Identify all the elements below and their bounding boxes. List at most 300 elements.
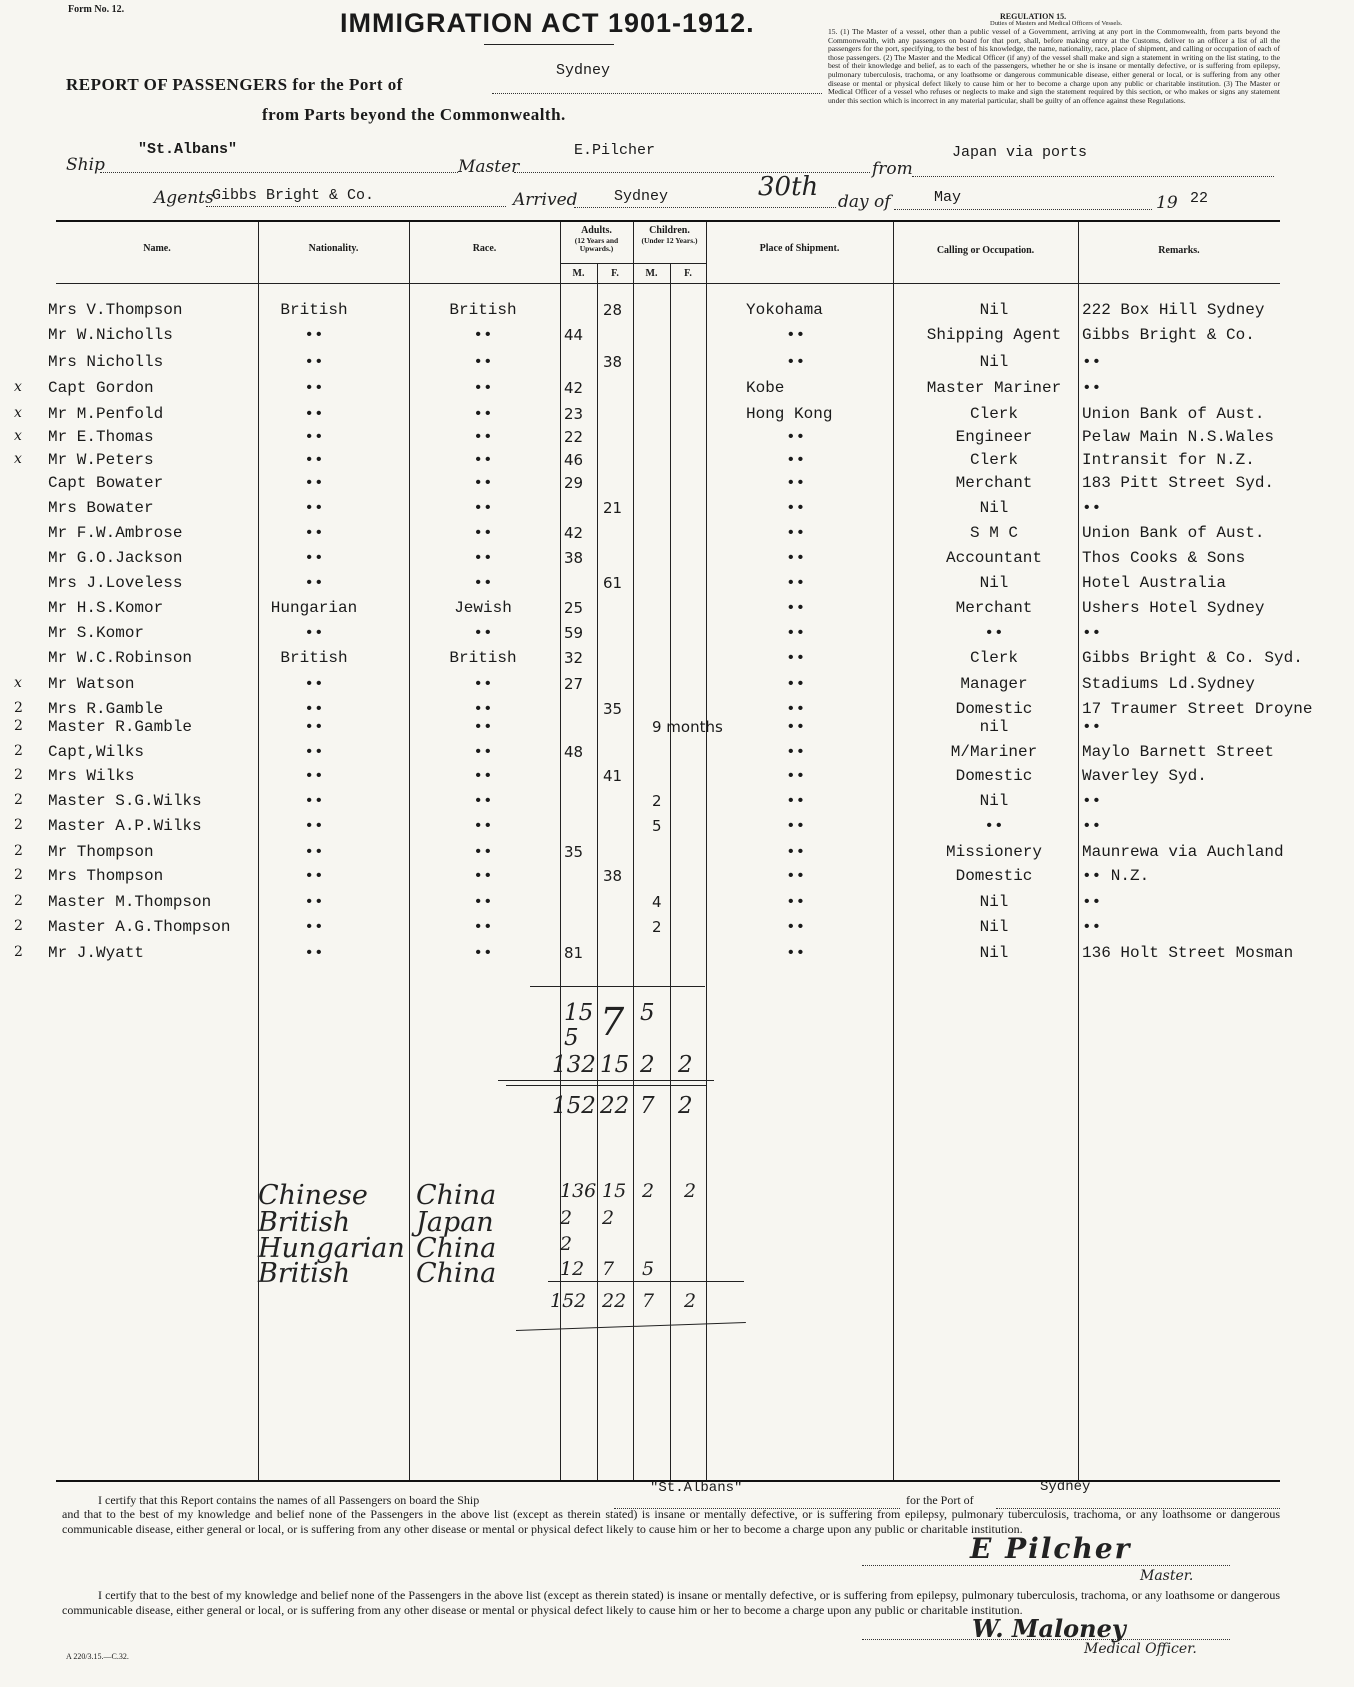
remarks: Maunrewa via Auchland	[1082, 843, 1284, 861]
nationality: ••	[304, 451, 324, 469]
passenger-name: Mr S.Komor	[48, 624, 145, 642]
adult-female: 35	[603, 700, 623, 718]
row-mark: 2	[14, 700, 23, 716]
place-of-shipment: ••	[786, 893, 806, 911]
passenger-name: Mr F.W.Ambrose	[48, 524, 183, 542]
place-of-shipment: Hong Kong	[746, 405, 833, 423]
remarks: 222 Box Hill Sydney	[1082, 301, 1265, 319]
occupation: Domestic	[955, 767, 1033, 785]
place-of-shipment: ••	[786, 326, 806, 344]
adult-male: 22	[564, 428, 584, 446]
totals-2-rule-a	[548, 1281, 744, 1282]
totals-2-adult-male: 12	[560, 1258, 585, 1280]
remarks: ••	[1082, 918, 1102, 936]
master-certify-a: I certify that this Report contains the names of all Passengers on board the Ship	[98, 1493, 480, 1507]
remarks: Thos Cooks & Sons	[1082, 549, 1246, 567]
header-children: Children.	[649, 225, 690, 236]
remarks: Pelaw Main N.S.Wales	[1082, 428, 1275, 446]
race: ••	[473, 893, 493, 911]
row-mark: x	[14, 405, 22, 421]
nationality: ••	[304, 867, 324, 885]
from-field-line	[912, 176, 1274, 177]
totals-2-adult-male: 2	[560, 1233, 573, 1255]
nationality: ••	[304, 405, 324, 423]
totals-2-child-male: 2	[642, 1180, 655, 1202]
day-label: day of	[838, 192, 891, 212]
place-of-shipment: ••	[786, 524, 806, 542]
row-mark: 2	[14, 944, 23, 960]
child-male: 4	[652, 893, 662, 911]
race: ••	[473, 918, 493, 936]
race: ••	[473, 624, 493, 642]
totals-1-af: 15	[600, 1052, 630, 1078]
passenger-name: Mr M.Penfold	[48, 405, 164, 423]
occupation: Nil	[979, 944, 1009, 962]
place-of-shipment: ••	[786, 817, 806, 835]
totals-2-child-male: 5	[642, 1258, 655, 1280]
adult-male: 29	[564, 474, 584, 492]
adult-male: 44	[564, 326, 584, 344]
header-adults-m: M.	[572, 268, 585, 279]
totals-2-race: China	[416, 1180, 497, 1211]
ship-field-line	[100, 172, 458, 173]
adult-female: 61	[603, 574, 623, 592]
totals-2-nationality: Chinese	[258, 1180, 368, 1211]
totals-2-race: China	[416, 1233, 497, 1264]
table-row	[0, 718, 1354, 742]
table-row	[0, 867, 1354, 891]
row-mark: 2	[14, 918, 23, 934]
totals-1-cm: 5	[640, 1000, 655, 1026]
passenger-name: Mrs Bowater	[48, 499, 154, 517]
totals-1-am: 152	[552, 1093, 596, 1119]
totals-2-adult-male: 152	[550, 1290, 587, 1312]
totals-2-child-female: 2	[684, 1290, 697, 1312]
place-of-shipment: ••	[786, 767, 806, 785]
table-row	[0, 767, 1354, 791]
nationality: ••	[304, 893, 324, 911]
occupation: Nil	[979, 499, 1009, 517]
adult-female: 38	[603, 867, 623, 885]
race: ••	[473, 700, 493, 718]
port-field-line	[492, 93, 822, 94]
occupation: S M C	[969, 524, 1018, 542]
arrived-field-line	[574, 207, 836, 208]
race: ••	[473, 767, 493, 785]
table-row	[0, 353, 1354, 377]
table-row	[0, 843, 1354, 867]
table-row	[0, 524, 1354, 548]
occupation: Manager	[960, 675, 1028, 693]
nationality: ••	[304, 700, 324, 718]
totals-1-af: 22	[600, 1093, 630, 1119]
occupation: Shipping Agent	[926, 326, 1062, 344]
remarks: Waverley Syd.	[1082, 767, 1207, 785]
remarks: ••	[1082, 792, 1102, 810]
place-of-shipment: ••	[786, 574, 806, 592]
totals-1-am: 132	[552, 1052, 596, 1078]
header-adults-f: F.	[611, 268, 619, 279]
passenger-name: Mr W.Nicholls	[48, 326, 173, 344]
row-mark: 2	[14, 893, 23, 909]
race: ••	[473, 428, 493, 446]
adult-male: 23	[564, 405, 584, 423]
occupation: Domestic	[955, 867, 1033, 885]
totals-2-child-male: 7	[642, 1290, 655, 1312]
occupation: Nil	[979, 353, 1009, 371]
race: ••	[473, 549, 493, 567]
regulation-heading: REGULATION 15.	[1000, 12, 1067, 21]
table-top-rule	[56, 220, 1280, 222]
nationality: ••	[304, 767, 324, 785]
passenger-name: Master R.Gamble	[48, 718, 193, 736]
passenger-name: Mrs J.Loveless	[48, 574, 183, 592]
ship-value: "St.Albans"	[138, 141, 238, 158]
port-value: Sydney	[556, 62, 611, 79]
nationality: ••	[304, 549, 324, 567]
race: ••	[473, 574, 493, 592]
race: ••	[473, 843, 493, 861]
place-of-shipment: ••	[786, 649, 806, 667]
remarks: ••	[1082, 379, 1102, 397]
header-remarks: Remarks.	[1158, 245, 1200, 256]
row-mark: 2	[14, 767, 23, 783]
master-certify-b: for the Port of	[906, 1493, 974, 1507]
medical-role: Medical Officer.	[1084, 1641, 1197, 1657]
table-row	[0, 474, 1354, 498]
day-value: 30th	[758, 172, 819, 202]
place-of-shipment: ••	[786, 428, 806, 446]
header-adults: Adults.	[581, 225, 612, 236]
totals-2-race: China	[416, 1258, 497, 1289]
title-rule	[484, 44, 614, 45]
nationality: ••	[304, 499, 324, 517]
adult-female: 28	[603, 301, 623, 319]
remarks: Union Bank of Aust.	[1082, 524, 1265, 542]
master-signature-line	[862, 1565, 1230, 1566]
totals-1-am: 5	[564, 1025, 579, 1051]
remarks: ••	[1082, 893, 1102, 911]
remarks: ••	[1082, 817, 1102, 835]
passenger-name: Capt,Wilks	[48, 743, 145, 761]
nationality: British	[280, 649, 348, 667]
place-of-shipment: ••	[786, 700, 806, 718]
nationality: ••	[304, 718, 324, 736]
race: ••	[473, 675, 493, 693]
totals-1-cm: 2	[640, 1052, 655, 1078]
from-label: from	[872, 159, 913, 179]
master-certify-port: Sydney	[1040, 1479, 1091, 1495]
totals-2-adult-female: 7	[602, 1258, 615, 1280]
table-row	[0, 893, 1354, 917]
report-line-2: from Parts beyond the Commonwealth.	[262, 105, 566, 124]
footer-code: A 220/3.15.—C.32.	[66, 1652, 129, 1661]
occupation: Nil	[979, 792, 1009, 810]
adult-female: 21	[603, 499, 623, 517]
row-mark: 2	[14, 718, 23, 734]
totals-1-af: 7	[600, 1000, 625, 1044]
nationality: ••	[304, 944, 324, 962]
header-adults-sub: (12 Years and Upwards.)	[574, 236, 619, 253]
row-mark: 2	[14, 817, 23, 833]
header-children-sub: (Under 12 Years.)	[641, 236, 698, 245]
place-of-shipment: ••	[786, 944, 806, 962]
remarks: Gibbs Bright & Co.	[1082, 326, 1255, 344]
passenger-name: Master S.G.Wilks	[48, 792, 202, 810]
table-row	[0, 301, 1354, 325]
race: ••	[473, 792, 493, 810]
nationality: ••	[304, 574, 324, 592]
header-place: Place of Shipment.	[759, 243, 840, 254]
place-of-shipment: ••	[786, 792, 806, 810]
remarks: ••	[1082, 353, 1102, 371]
table-header-rule	[56, 283, 1280, 284]
occupation: Merchant	[955, 474, 1033, 492]
nationality: ••	[304, 675, 324, 693]
remarks: Intransit for N.Z.	[1082, 451, 1255, 469]
occupation: nil	[979, 718, 1009, 736]
table-row	[0, 574, 1354, 598]
adult-male: 25	[564, 599, 584, 617]
place-of-shipment: ••	[786, 675, 806, 693]
row-mark: x	[14, 675, 22, 691]
race: ••	[473, 524, 493, 542]
child-male: 5	[652, 817, 662, 835]
table-row	[0, 379, 1354, 403]
totals-2-adult-female: 2	[602, 1207, 615, 1229]
table-row	[0, 428, 1354, 452]
table-row	[0, 624, 1354, 648]
place-of-shipment: ••	[786, 499, 806, 517]
place-of-shipment: Yokohama	[746, 301, 823, 319]
passenger-name: Master A.G.Thompson	[48, 918, 231, 936]
totals-1-cf: 2	[678, 1093, 693, 1119]
totals-2-adult-male: 2	[560, 1207, 573, 1229]
race: British	[449, 649, 517, 667]
nationality: ••	[304, 326, 324, 344]
place-of-shipment: ••	[786, 918, 806, 936]
place-of-shipment: ••	[786, 743, 806, 761]
occupation: Accountant	[945, 549, 1042, 567]
place-of-shipment: ••	[786, 843, 806, 861]
header-name: Name.	[143, 243, 171, 254]
table-row	[0, 599, 1354, 623]
table-row	[0, 499, 1354, 523]
occupation: Missionery	[945, 843, 1042, 861]
occupation: M/Mariner	[950, 743, 1038, 761]
adult-male: 27	[564, 675, 584, 693]
month-field-line	[894, 209, 1152, 210]
passenger-name: Master A.P.Wilks	[48, 817, 202, 835]
adult-male: 46	[564, 451, 584, 469]
regulation-text: 15. (1) The Master of a vessel, other than a public vessel of a Government, arriving at any port in the Commonwealth, from parts beyond the Commonwealth, with any passengers on board for that port, shall, before making entry at the Customs, deliver to an officer a list of all the passengers for the port, specifying, to the best of his knowledge, the name, nationality, race, place of shipment, and calling or occupation of each of those passengers. (2) The Master and the Medical Officer (if any) of the vessel shall make and sign a statement in writing on the list stating, to the best of their knowledge and belief, as to each of the passengers, whether he or she is insane or mentally defective, or is suffering from epilepsy, pulmonary tuberculosis, trachoma, or any loathsome or dangerous communicable disease, either general or local, or is suffering from any other disease or mental or physical defect likely to cause him or her to become a charge upon any public or charitable institution. (3) The Master or Medical Officer of a vessel who refuses or neglects to make and sign the statement required by this section, or who makes or signs any statement under this section which is incorrect in any material particular, shall be guilty of an offence against these Regulations.	[828, 27, 1280, 105]
place-of-shipment: ••	[786, 624, 806, 642]
passenger-name: Mrs R.Gamble	[48, 700, 164, 718]
table-row	[0, 944, 1354, 968]
totals-2-nationality: Hungarian	[258, 1233, 405, 1264]
remarks: ••	[1082, 499, 1102, 517]
nationality: ••	[304, 379, 324, 397]
row-mark: x	[14, 379, 22, 395]
totals-2-child-female: 2	[684, 1180, 697, 1202]
totals-1-cm: 7	[640, 1093, 655, 1119]
nationality: ••	[304, 843, 324, 861]
race: ••	[473, 405, 493, 423]
place-of-shipment: Kobe	[746, 379, 785, 397]
table-row	[0, 743, 1354, 767]
passenger-name: Mr Watson	[48, 675, 135, 693]
table-row	[0, 405, 1354, 429]
medical-signature: W. Maloney	[972, 1614, 1126, 1643]
remarks: Maylo Barnett Street	[1082, 743, 1275, 761]
header-children-f: F.	[684, 268, 692, 279]
page-title: IMMIGRATION ACT 1901-1912.	[340, 8, 755, 38]
arrived-label: Arrived	[513, 190, 578, 210]
form-number: Form No. 12.	[68, 4, 125, 15]
master-value: E.Pilcher	[574, 142, 656, 159]
passenger-name: Mrs Nicholls	[48, 353, 164, 371]
table-row	[0, 649, 1354, 673]
place-of-shipment: ••	[786, 599, 806, 617]
passenger-name: Master M.Thompson	[48, 893, 212, 911]
passenger-name: Mr H.S.Komor	[48, 599, 164, 617]
occupation: Nil	[979, 574, 1009, 592]
adult-male: 81	[564, 944, 584, 962]
adult-male: 32	[564, 649, 584, 667]
nationality: ••	[304, 428, 324, 446]
occupation: Clerk	[969, 649, 1018, 667]
remarks: 136 Holt Street Mosman	[1082, 944, 1294, 962]
occupation: Merchant	[955, 599, 1033, 617]
race: ••	[473, 379, 493, 397]
header-race: Race.	[472, 243, 497, 254]
agents-label: Agents	[154, 188, 214, 208]
passenger-name: Mrs V.Thompson	[48, 301, 183, 319]
adult-female: 41	[603, 767, 623, 785]
remarks: 183 Pitt Street Syd.	[1082, 474, 1275, 492]
totals-2-adult-female: 15	[602, 1180, 627, 1202]
adult-male: 38	[564, 549, 584, 567]
totals-2-adult-female: 22	[602, 1290, 627, 1312]
passenger-name: Mr G.O.Jackson	[48, 549, 183, 567]
race: ••	[473, 326, 493, 344]
passenger-name: Mr W.C.Robinson	[48, 649, 193, 667]
totals-2-adult-male: 136	[560, 1180, 597, 1202]
child-male: 2	[652, 918, 662, 936]
passenger-name: Mr W.Peters	[48, 451, 154, 469]
remarks: 17 Traumer Street Droyne	[1082, 700, 1313, 718]
race: ••	[473, 718, 493, 736]
nationality: ••	[304, 792, 324, 810]
totals-1-cf: 2	[678, 1052, 693, 1078]
table-row	[0, 451, 1354, 475]
remarks: Ushers Hotel Sydney	[1082, 599, 1265, 617]
table-row	[0, 675, 1354, 699]
place-of-shipment: ••	[786, 867, 806, 885]
totals-1-rule-b	[498, 1080, 714, 1081]
race: ••	[473, 867, 493, 885]
occupation: Clerk	[969, 451, 1018, 469]
totals-1-rule-a	[530, 986, 705, 987]
totals-1-am: 15	[564, 1000, 594, 1026]
row-mark: 2	[14, 743, 23, 759]
race: ••	[473, 944, 493, 962]
totals-2-nationality: British	[258, 1207, 351, 1238]
place-of-shipment: ••	[786, 549, 806, 567]
row-mark: x	[14, 428, 22, 444]
agents-field-line	[206, 206, 506, 207]
occupation: Domestic	[955, 700, 1033, 718]
child-male: 9 months	[652, 718, 723, 736]
passenger-name: Mr J.Wyatt	[48, 944, 145, 962]
year-prefix: 19	[1156, 193, 1178, 213]
totals-2-nationality: British	[258, 1258, 351, 1289]
race: British	[449, 301, 517, 319]
table-row	[0, 817, 1354, 841]
year-value: 22	[1190, 190, 1209, 207]
master-certify-ship: "St.Albans"	[650, 1480, 743, 1496]
occupation: ••	[984, 624, 1004, 642]
medical-certify-text: I certify that to the best of my knowledge and belief none of the Passengers in the above list (except as therein stated) is insane or mentally defective, or is suffering from epilepsy, pulmonary tuberculosis, trachoma, or any loathsome or dangerous communicable disease, either general or local, or is suffering from any other disease or mental or physical defect likely to cause him or her to become a charge upon any public or charitable institution.	[62, 1588, 1280, 1617]
place-of-shipment: ••	[786, 474, 806, 492]
nationality: ••	[304, 918, 324, 936]
agents-value: Gibbs Bright & Co.	[212, 187, 375, 204]
passenger-name: Capt Bowater	[48, 474, 164, 492]
race: ••	[473, 743, 493, 761]
place-of-shipment: ••	[786, 353, 806, 371]
regulation-subheading: Duties of Masters and Medical Officers of Vessels.	[990, 20, 1123, 27]
nationality: Hungarian	[270, 599, 358, 617]
from-value: Japan via ports	[952, 144, 1088, 161]
master-signature: E Pilcher	[970, 1532, 1132, 1565]
row-mark: x	[14, 451, 22, 467]
adult-male: 59	[564, 624, 584, 642]
master-role: Master.	[1140, 1568, 1194, 1584]
child-male: 2	[652, 792, 662, 810]
totals-2-rule-b	[516, 1322, 746, 1331]
report-line-1: REPORT OF PASSENGERS for the Port of	[66, 75, 403, 94]
occupation: Clerk	[969, 405, 1018, 423]
table-row	[0, 326, 1354, 350]
adult-female: 38	[603, 353, 623, 371]
adult-male: 42	[564, 524, 584, 542]
adult-male: 42	[564, 379, 584, 397]
header-nationality: Nationality.	[308, 243, 359, 254]
passenger-name: Mrs Wilks	[48, 767, 135, 785]
nationality: ••	[304, 624, 324, 642]
adult-male: 48	[564, 743, 584, 761]
header-calling: Calling or Occupation.	[936, 245, 1035, 256]
passenger-name: Mrs Thompson	[48, 867, 164, 885]
table-row	[0, 549, 1354, 573]
remarks: ••	[1082, 718, 1102, 736]
race: ••	[473, 451, 493, 469]
occupation: ••	[984, 817, 1004, 835]
passenger-name: Capt Gordon	[48, 379, 154, 397]
remarks: Hotel Australia	[1082, 574, 1227, 592]
ship-label: Ship	[66, 155, 105, 175]
nationality: ••	[304, 817, 324, 835]
remarks: Gibbs Bright & Co. Syd.	[1082, 649, 1303, 667]
remarks: Stadiums Ld.Sydney	[1082, 675, 1255, 693]
occupation: Nil	[979, 301, 1009, 319]
table-row	[0, 918, 1354, 942]
nationality: ••	[304, 353, 324, 371]
arrived-value: Sydney	[614, 188, 669, 205]
table-row	[0, 792, 1354, 816]
nationality: ••	[304, 474, 324, 492]
nationality: ••	[304, 524, 324, 542]
